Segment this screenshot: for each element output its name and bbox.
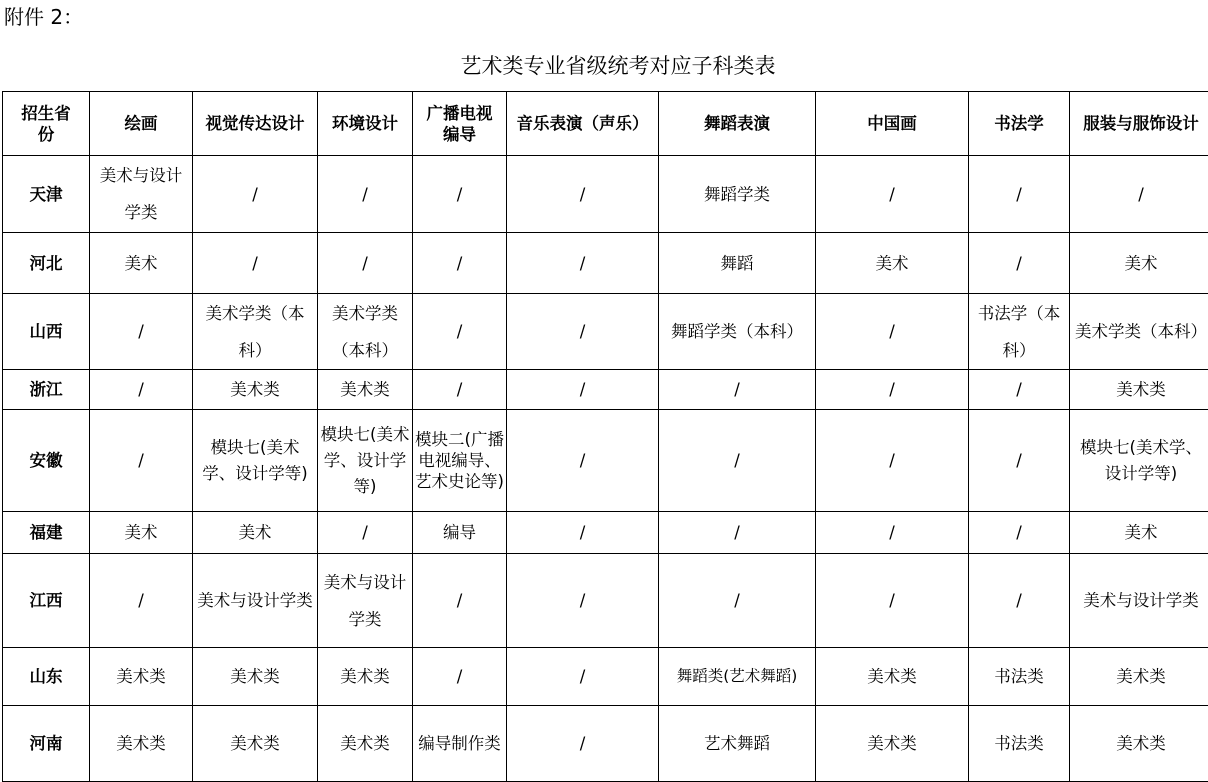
table-cell: 美术学类（本科）: [318, 294, 413, 370]
table-cell: /: [413, 233, 507, 294]
table-cell: /: [659, 554, 816, 648]
table-cell: 美术类: [816, 706, 969, 782]
table-cell: /: [507, 410, 659, 512]
table-cell: /: [659, 370, 816, 410]
table-cell: /: [90, 554, 193, 648]
header-visual-design: 视觉传达设计: [193, 92, 318, 156]
table-cell: /: [969, 410, 1070, 512]
table-cell: 美术与设计学类: [1070, 554, 1208, 648]
province-cell: 福建: [3, 512, 90, 554]
table-cell: 美术类: [1070, 370, 1208, 410]
table-cell: 美术类: [90, 648, 193, 706]
table-cell: /: [507, 370, 659, 410]
table-cell: /: [90, 410, 193, 512]
table-row: [3, 706, 1208, 782]
table-cell: 模块七(美术学、设计学等): [318, 410, 413, 512]
table-cell: 美术类: [318, 370, 413, 410]
province-cell: 河南: [3, 706, 90, 782]
table-cell: /: [507, 648, 659, 706]
table-cell: /: [969, 370, 1070, 410]
header-environment-design: 环境设计: [318, 92, 413, 156]
table-cell: 美术学类（本科）: [193, 294, 318, 370]
table-cell: /: [507, 294, 659, 370]
header-fashion-design: 服装与服饰设计: [1070, 92, 1208, 156]
table-cell: 艺术舞蹈: [659, 706, 816, 782]
table-cell: /: [816, 370, 969, 410]
table-cell: /: [413, 294, 507, 370]
table-cell: /: [318, 512, 413, 554]
table-cell: /: [816, 410, 969, 512]
table-cell: 书法类: [969, 706, 1070, 782]
table-cell: /: [318, 156, 413, 233]
table-cell: /: [816, 156, 969, 233]
table-cell: /: [193, 233, 318, 294]
province-cell: 河北: [3, 233, 90, 294]
header-painting: 绘画: [90, 92, 193, 156]
table-cell: 美术与设计学类: [193, 554, 318, 648]
table-cell: /: [90, 370, 193, 410]
province-cell: 天津: [3, 156, 90, 233]
table-cell: /: [507, 512, 659, 554]
table-cell: /: [969, 156, 1070, 233]
table-row: [3, 648, 1208, 706]
table-cell: 美术: [1070, 233, 1208, 294]
table-cell: 美术: [90, 512, 193, 554]
table-row: [3, 410, 1208, 512]
table-cell: 美术学类（本科）: [1070, 294, 1208, 370]
attachment-label: 附件 2：: [4, 5, 84, 29]
table-cell: 美术类: [318, 648, 413, 706]
table-cell: 书法类: [969, 648, 1070, 706]
table-cell: /: [969, 512, 1070, 554]
table-cell: 美术类: [193, 706, 318, 782]
table-title: 艺术类专业省级统考对应子科类表: [460, 54, 776, 78]
table-row: [3, 554, 1208, 648]
table-cell: /: [507, 156, 659, 233]
table-cell: /: [816, 294, 969, 370]
table-cell: 美术类: [816, 648, 969, 706]
table-cell: 美术: [1070, 512, 1208, 554]
province-cell: 山东: [3, 648, 90, 706]
subject-mapping-table: [2, 91, 1208, 782]
table-cell: /: [816, 554, 969, 648]
table-cell: 美术类: [193, 648, 318, 706]
table-cell: 美术类: [90, 706, 193, 782]
header-calligraphy: 书法学: [969, 92, 1070, 156]
table-cell: /: [90, 294, 193, 370]
header-music-performance: 音乐表演（声乐）: [507, 92, 659, 156]
table-cell: /: [659, 512, 816, 554]
table-row: [3, 370, 1208, 410]
table-cell: 书法学（本科）: [969, 294, 1070, 370]
province-cell: 安徽: [3, 410, 90, 512]
table-row: [3, 156, 1208, 233]
header-dance-performance: 舞蹈表演: [659, 92, 816, 156]
table-cell: 美术类: [1070, 648, 1208, 706]
table-cell: 舞蹈类(艺术舞蹈): [659, 648, 816, 706]
table-cell: 美术: [90, 233, 193, 294]
table-cell: /: [413, 156, 507, 233]
table-cell: 美术类: [1070, 706, 1208, 782]
table-cell: 模块二(广播电视编导、艺术史论等): [413, 410, 507, 512]
table-cell: /: [318, 233, 413, 294]
table-cell: /: [413, 370, 507, 410]
header-chinese-painting: 中国画: [816, 92, 969, 156]
table-cell: 美术: [193, 512, 318, 554]
table-cell: 美术与设计学类: [90, 156, 193, 233]
table-cell: 舞蹈学类: [659, 156, 816, 233]
table-cell: /: [193, 156, 318, 233]
table-cell: /: [1070, 156, 1208, 233]
table-cell: 舞蹈: [659, 233, 816, 294]
header-broadcast-directing: 广播电视编导: [413, 92, 507, 156]
table-cell: 模块七(美术学、设计学等): [1070, 410, 1208, 512]
table-cell: 舞蹈学类（本科）: [659, 294, 816, 370]
table-cell: /: [413, 648, 507, 706]
table-cell: 模块七(美术学、设计学等): [193, 410, 318, 512]
table-cell: /: [969, 554, 1070, 648]
table-cell: /: [969, 233, 1070, 294]
table-row: [3, 233, 1208, 294]
province-cell: 江西: [3, 554, 90, 648]
province-cell: 浙江: [3, 370, 90, 410]
table-cell: 美术: [816, 233, 969, 294]
header-province: 招生省份: [3, 92, 90, 156]
table-cell: 编导: [413, 512, 507, 554]
table-cell: 美术类: [318, 706, 413, 782]
table-cell: /: [816, 512, 969, 554]
province-cell: 山西: [3, 294, 90, 370]
table-cell: /: [659, 410, 816, 512]
table-row: [3, 294, 1208, 370]
table-cell: 美术与设计学类: [318, 554, 413, 648]
table-cell: /: [413, 554, 507, 648]
table-cell: 美术类: [193, 370, 318, 410]
table-cell: /: [507, 706, 659, 782]
table-cell: /: [507, 554, 659, 648]
table-cell: /: [507, 233, 659, 294]
table-row: [3, 512, 1208, 554]
table-header-row: [3, 92, 1208, 156]
table-cell: 编导制作类: [413, 706, 507, 782]
